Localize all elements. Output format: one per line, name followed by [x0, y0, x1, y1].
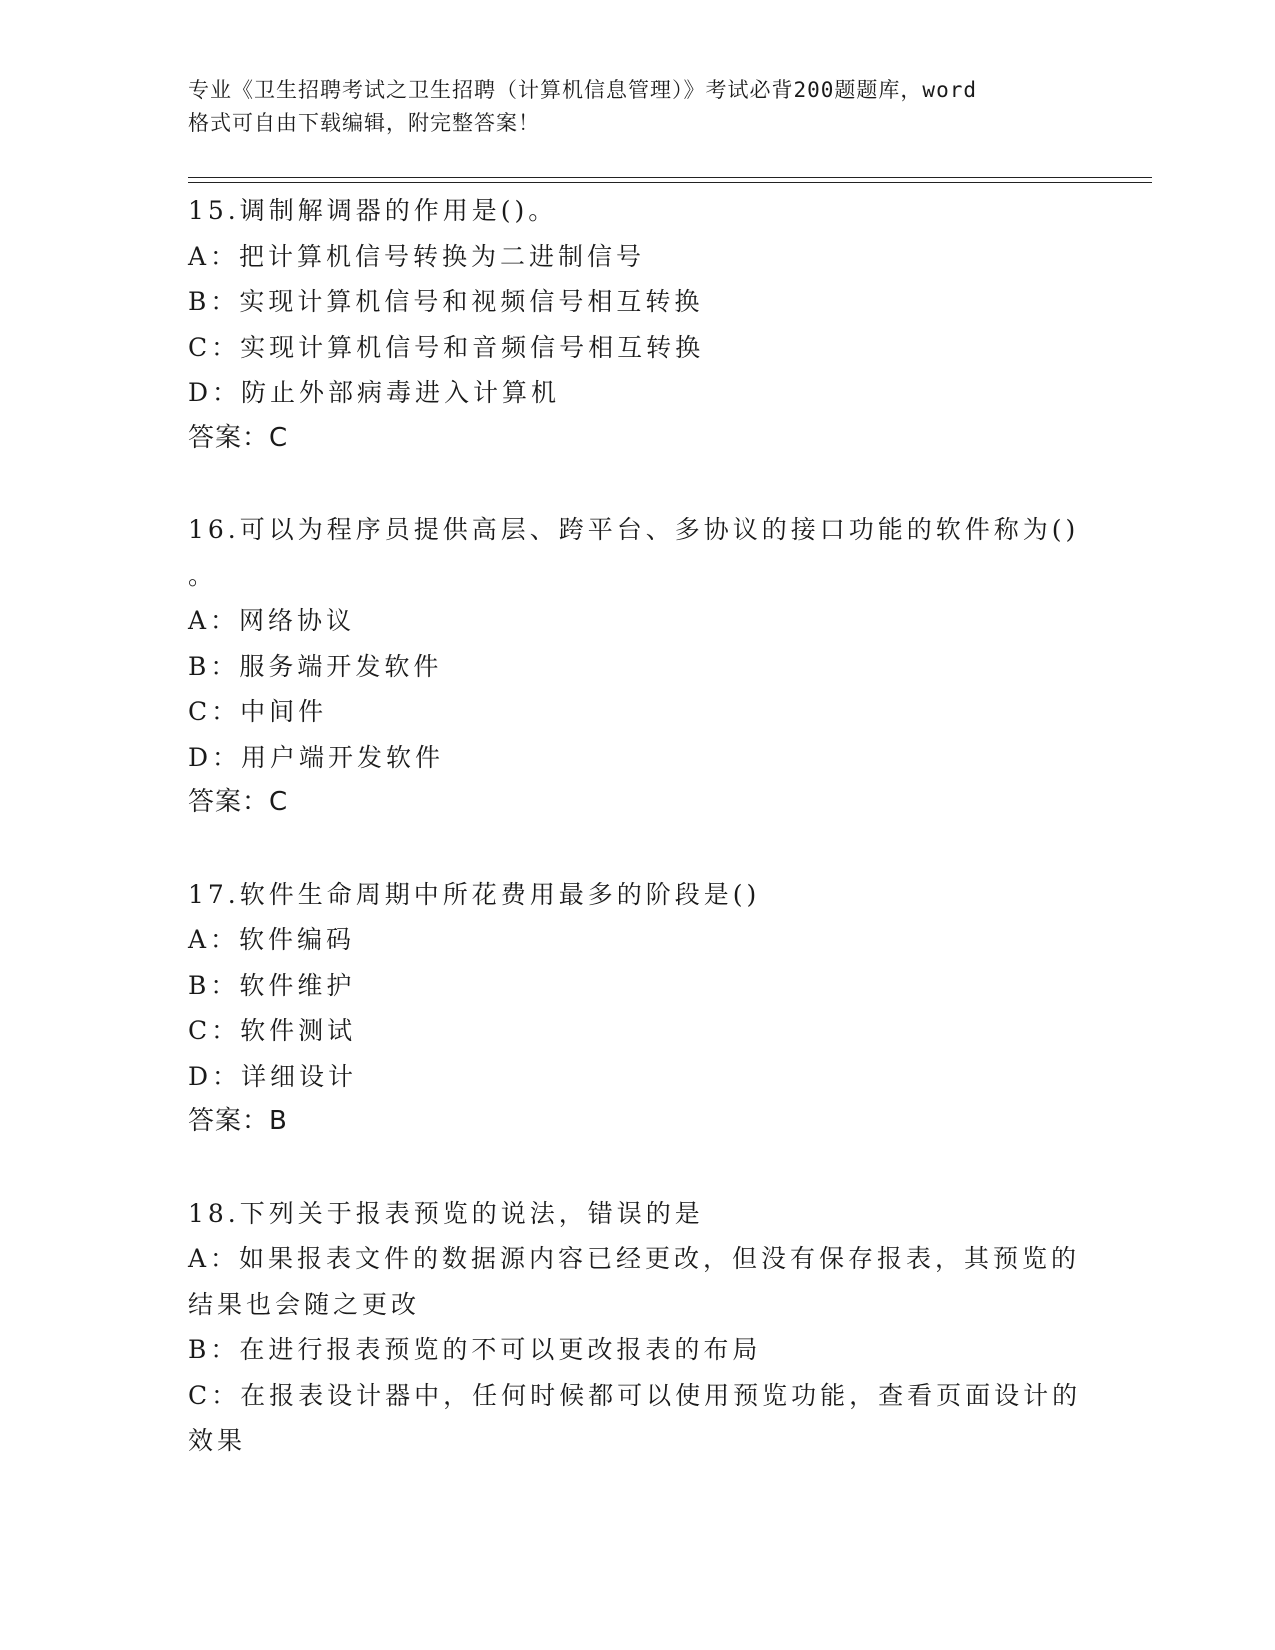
- question-text: 16.可以为程序员提供高层、跨平台、多协议的接口功能的软件称为(): [188, 515, 1080, 544]
- question-block: [188, 188, 1088, 461]
- question-block: [188, 872, 1088, 1145]
- answer-option: D：防止外部病毒进入计算机: [188, 378, 561, 407]
- header-divider-top: [188, 177, 1152, 178]
- document-header: [188, 74, 1088, 140]
- question-list: [188, 188, 1088, 1510]
- question-text: 18.下列关于报表预览的说法，错误的是: [188, 1198, 704, 1228]
- answer-option: D：详细设计: [188, 1061, 358, 1091]
- answer-option: B：在进行报表预览的不可以更改报表的布局: [188, 1335, 762, 1364]
- answer-option: A：把计算机信号转换为二进制信号: [188, 241, 646, 271]
- question-text: 。: [188, 560, 218, 590]
- answer-option: C：软件测试: [188, 1016, 357, 1045]
- correct-answer: 答案：C: [188, 422, 289, 453]
- answer-option: C：实现计算机信号和音频信号相互转换: [188, 332, 705, 362]
- answer-option: A：网络协议: [188, 606, 356, 635]
- answer-option: 效果: [188, 1426, 247, 1455]
- header-line-1: 专业《卫生招聘考试之卫生招聘（计算机信息管理）》考试必背200题题库，word: [188, 78, 977, 102]
- header-divider-bottom: [188, 182, 1152, 183]
- correct-answer: 答案：B: [188, 1106, 288, 1136]
- correct-answer: 答案：C: [188, 787, 289, 817]
- answer-option: D：用户端开发软件: [188, 742, 445, 772]
- answer-option: A：软件编码: [188, 925, 356, 954]
- answer-option: B：软件维护: [188, 970, 356, 1000]
- answer-option: A：如果报表文件的数据源内容已经更改，但没有保存报表，其预览的: [188, 1244, 1081, 1273]
- question-text: 15.调制解调器的作用是()。: [188, 196, 558, 225]
- answer-option: B：实现计算机信号和视频信号相互转换: [188, 287, 704, 316]
- answer-option: C：在报表设计器中，任何时候都可以使用预览功能，查看页面设计的: [188, 1380, 1082, 1410]
- question-block: [188, 507, 1088, 826]
- answer-option: B：服务端开发软件: [188, 651, 443, 681]
- header-line-2: 格式可自由下载编辑，附完整答案！: [188, 111, 540, 135]
- answer-option: C：中间件: [188, 697, 328, 726]
- question-text: 17.软件生命周期中所花费用最多的阶段是(): [188, 879, 761, 909]
- answer-option: 结果也会随之更改: [188, 1289, 421, 1319]
- question-block: [188, 1191, 1088, 1464]
